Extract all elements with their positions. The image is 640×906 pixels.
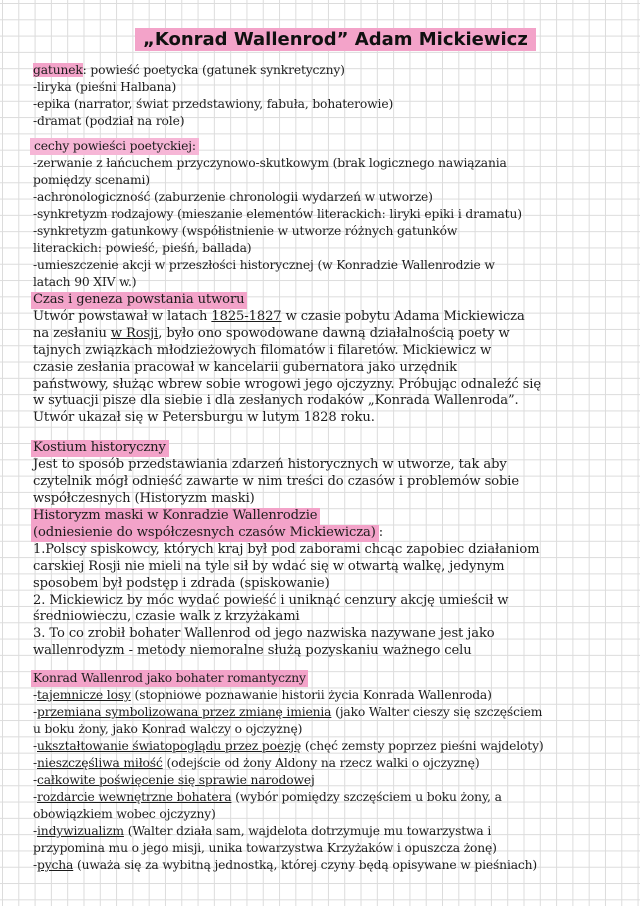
- cechy-line: literackich: powieść, pieśń, ballada): [33, 241, 252, 255]
- cechy-line: pomiędzy scenami): [33, 173, 150, 187]
- cechy-line: -zerwanie z łańcuchem przyczynowo-skutkowym (brak logicznego nawiązania: [33, 156, 507, 170]
- kostium-line: współczesnych (Historyzm maski): [33, 490, 255, 506]
- cechy-line: -umieszczenie akcji w przeszłości historycznej (w Konradzie Wallenrodzie w: [33, 258, 495, 272]
- bohater-item-cont: obowiązkiem wobec ojczyzny): [33, 807, 216, 821]
- gatunek-item: -dramat (podział na role): [33, 114, 185, 128]
- czas-line: Utwór powstawał w latach 1825-1827 w czasie pobytu Adama Mickiewicza: [33, 308, 525, 324]
- historyzm-line: wallenrodyzm - metody niemoralne służą pozyskaniu ważnego celu: [33, 643, 472, 659]
- cechy-heading: cechy powieści poetyckiej:: [30, 138, 199, 155]
- bohater-item: -całkowite poświęcenie się sprawie narodowej: [33, 773, 315, 787]
- cechy-line: -synkretyzm rodzajowy (mieszanie elementów literackich: liryki epiki i dramatu): [33, 207, 522, 221]
- czas-heading: Czas i geneza powstania utworu: [31, 292, 247, 309]
- section-bohater: [33, 670, 631, 874]
- bohater-item: -przemiana symbolizowana przez zmianę imienia (jako Walter cieszy się szczęściem: [33, 705, 543, 719]
- section-historyzm: Historyzm maski w Konradzie Wallenrodzie (odniesienie do współczesnych czasów Mickiewicza) : 1.Polscy spiskowcy, których kraj był pod zaborami chcąc zapobiec działaniom carskiej Rosji nie mieli na tyle sił by wdać się w otwartą walkę, jedynym sposobem był podstęp i zdrada (spiskowanie) 2. Mickiewicz by móc wydać powieść i uniknąć cenzury akcję umieścił w średniowieczu, czasie walk z krzyżakami 3. To co zrobił bohater Wallenrod od jego nazwiska nazywane jest jako wallenrodyzm - metody niemoralne służą pozyskaniu ważnego celu: [33, 508, 631, 660]
- czas-line: czasie zesłania pracował w kancelarii gubernatora jako urzędnik: [33, 359, 458, 375]
- historyzm-line: 1.Polscy spiskowcy, których kraj był pod zaborami chcąc zapobiec działaniom: [33, 541, 540, 557]
- section-kostium: [33, 440, 631, 508]
- historyzm-line: średniowieczu, czasie walk z krzyżakami: [33, 609, 300, 625]
- bohater-item: -ukształtowanie światopoglądu przez poezję (chęć zemsty poprzez pieśni wajdeloty): [33, 739, 544, 753]
- kostium-heading: Kostium historyczny: [31, 440, 169, 457]
- document-title: „Konrad Wallenrod” Adam Mickiewicz: [135, 28, 536, 51]
- bohater-item: -nieszczęśliwa miłość (odejście od żony Aldony na rzecz walki o ojczyznę): [33, 756, 480, 770]
- czas-years: 1825-1827: [211, 308, 282, 324]
- cechy-line: latach 90 XIV w.): [33, 275, 137, 289]
- historyzm-line: carskiej Rosji nie mieli na tyle sił by wdać się w otwartą walkę, jedynym: [33, 558, 505, 574]
- gatunek-text: : powieść poetycka (gatunek synkretyczny): [82, 63, 345, 77]
- bohater-item: -pycha (uważa się za wybitną jednostką, której czyny będą opisywane w pieśniach): [33, 858, 538, 872]
- bohater-item: -tajemnicze losy (stopniowe poznawanie historii życia Konrada Wallenroda): [33, 688, 492, 702]
- section-cechy: [33, 138, 631, 291]
- czas-line: państwowy, służąc wbrew sobie wrogowi jego ojczyzny. Próbując odnaleźć się: [33, 376, 542, 392]
- historyzm-line: 3. To co zrobił bohater Wallenrod od jego nazwiska nazywane jest jako: [33, 626, 495, 642]
- kostium-line: czytelnik mógł odnieść zawarte w nim treści do czasów i problemów sobie: [33, 473, 519, 489]
- czas-line: tajnych związkach młodzieżowych filomatów i filaretów. Mickiewicz w: [33, 342, 492, 358]
- bohater-item: -indywizualizm (Walter działa sam, wajdelota dotrzymuje mu towarzystwa i: [33, 824, 492, 838]
- historyzm-subheading: (odniesienie do współczesnych czasów Mickiewicza): [31, 525, 379, 542]
- bohater-item-cont: przypomina mu o jego misji, unika towarzystwa Krzyżaków i opuszcza żonę): [33, 841, 497, 855]
- czas-line: Utwór ukazał się w Petersburgu w lutym 1828 roku.: [33, 410, 375, 426]
- kostium-line: Jest to sposób przedstawiania zdarzeń historycznych w utworze, tak aby: [33, 456, 507, 472]
- czas-line: w sytuacji pisze dla siebie i dla zesłanych rodaków „Konrada Wallenroda”.: [33, 393, 519, 409]
- cechy-line: -achronologiczność (zaburzenie chronologii wydarzeń w utworze): [33, 190, 433, 204]
- bohater-heading: Konrad Wallenrod jako bohater romantyczny: [33, 671, 306, 685]
- gatunek-item: -liryka (pieśni Halbana): [33, 80, 177, 94]
- czas-place: w Rosji: [110, 325, 159, 341]
- historyzm-line: sposobem był podstęp i zdrada (spiskowanie): [33, 575, 330, 591]
- section-czas: [33, 292, 631, 427]
- czas-line: na zesłaniu w Rosji, było ono spowodowane dawną działalnością poety w: [33, 325, 510, 341]
- historyzm-heading: Historyzm maski w Konradzie Wallenrodzie: [31, 508, 320, 525]
- gatunek-line: [33, 62, 631, 79]
- gatunek-label: gatunek: [33, 63, 83, 77]
- gatunek-item: -epika (narrator, świat przedstawiony, fabuła, bohaterowie): [33, 97, 394, 111]
- bohater-item-cont: u boku żony, jako Konrad walczy o ojczyznę): [33, 722, 303, 736]
- bohater-item: -rozdarcie wewnętrzne bohatera (wybór pomiędzy szczęściem u boku żony, a: [33, 790, 502, 804]
- section-gatunek: [33, 62, 631, 130]
- cechy-line: -synkretyzm gatunkowy (współistnienie w utworze różnych gatunków: [33, 224, 458, 238]
- historyzm-line: 2. Mickiewicz by móc wydać powieść i uniknąć cenzury akcję umieścił w: [33, 592, 509, 608]
